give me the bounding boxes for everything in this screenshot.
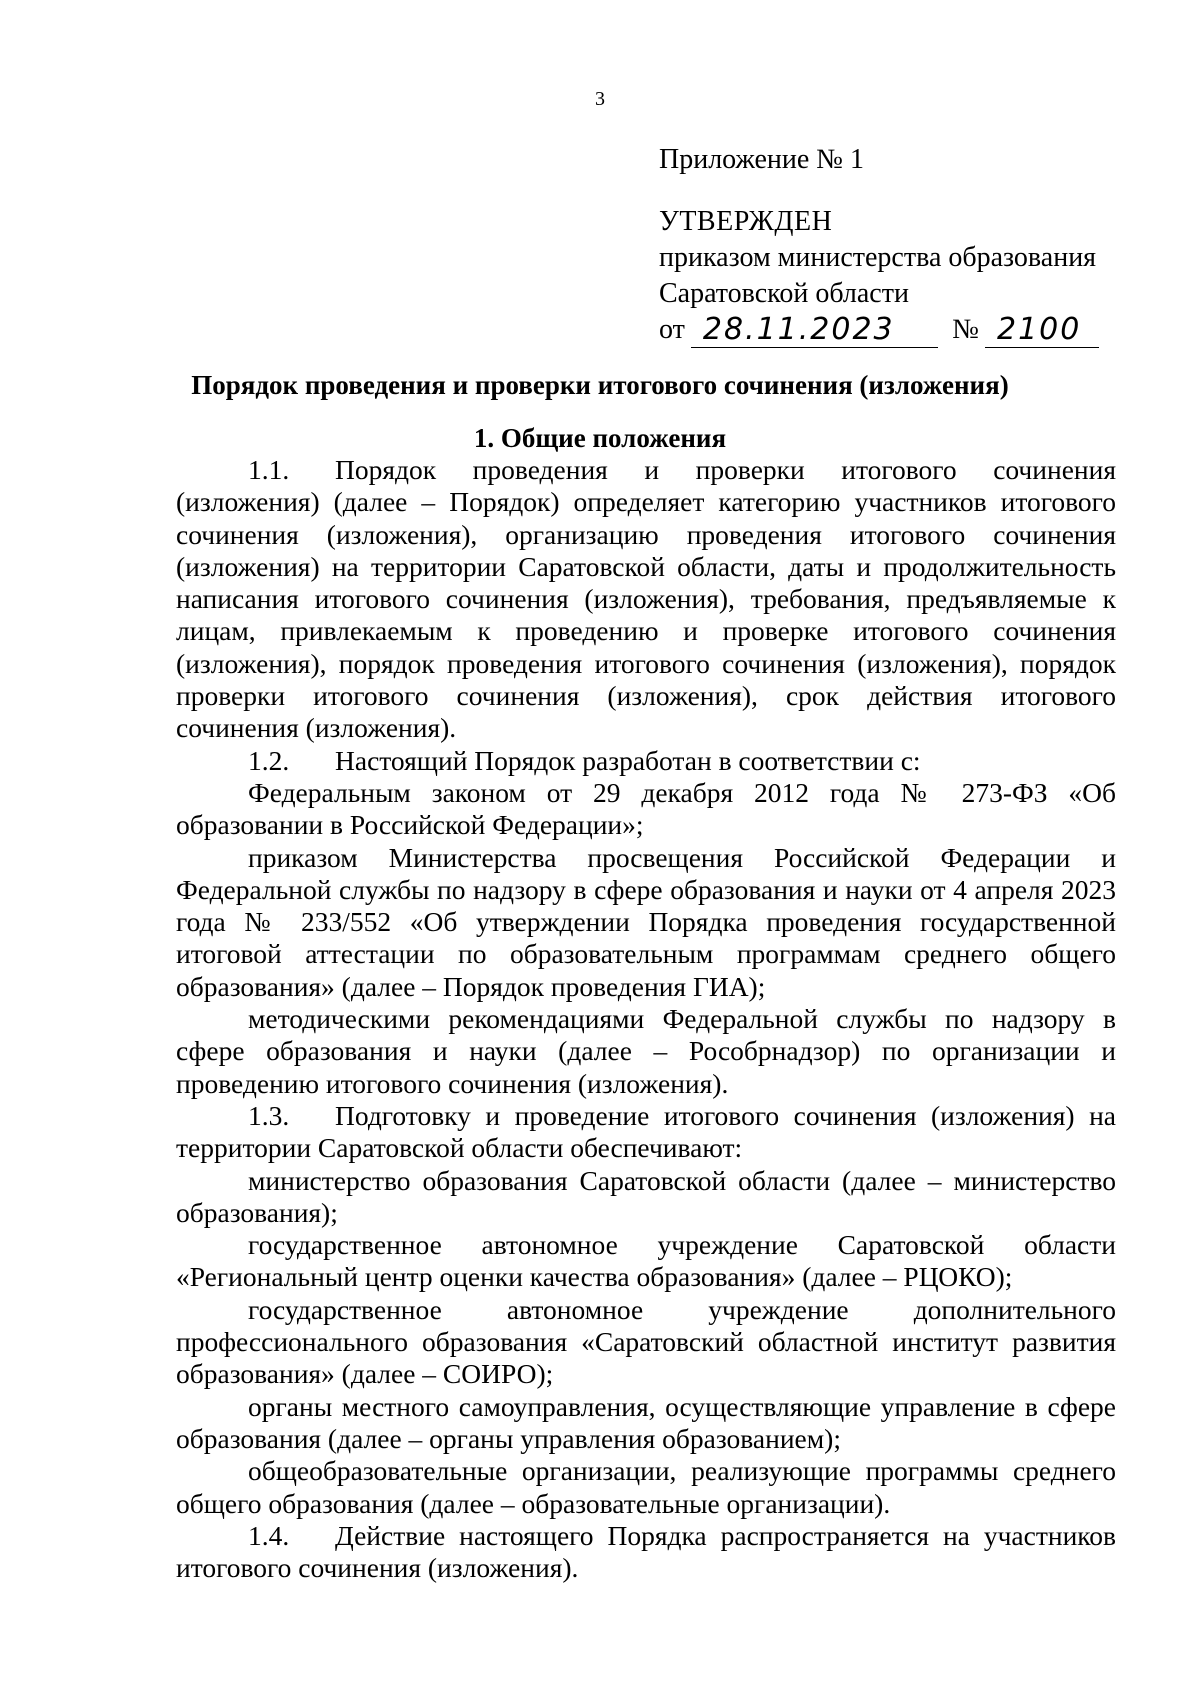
section-title: 1. Общие положения [473,423,727,453]
document-body [176,454,1116,1584]
body-paragraph [176,1455,1116,1520]
body-paragraph [176,1165,1116,1230]
paragraph-text: Настоящий Порядок разработан в соответствии с: [335,744,921,776]
body-paragraph [176,1391,1116,1456]
body-paragraph [176,1003,1116,1100]
handwritten-number: 2100 [985,313,1099,348]
paragraph-text: Подготовку и проведение итогового сочинения (изложения) на территории Саратовской области обеспечивают: [176,1099,1116,1164]
paragraph-text: Порядок проведения и проверки итогового сочинения (изложения) (далее – Порядок) определяет категорию участников итогового сочинения (изложения), организацию проведения итогового сочинения (изложения) на территории Саратовской области, даты и продолжительность написания итогового сочинения (изложения), требования, предъявляемые к лицам, привлекаемым к проведению и проверке итогового сочинения (изложения), порядок проведения итогового сочинения (изложения), порядок проверки итогового сочинения (изложения), срок действия итогового сочинения (изложения). [176,454,1116,744]
handwritten-date: 28.11.2023 [691,313,938,348]
paragraph-text: государственное автономное учреждение дополнительного профессионального образования «Саратовский областной институт развития образования» (далее – СОИРО); [176,1293,1116,1390]
paragraph-text: Федеральным законом от 29 декабря 2012 года № 273-ФЗ «Об образовании в Российской Федерации»; [176,776,1116,841]
approved-label: УТВЕРЖДЕН [659,206,833,237]
body-paragraph [176,1294,1116,1391]
paragraph-number: 1.1. [248,454,290,485]
approval-order-line: приказом министерства образования [659,242,1097,273]
number-prefix: № [952,314,979,345]
paragraph-number: 1.4. [248,1519,290,1551]
paragraph-text: органы местного самоуправления, осуществляющие управление в сфере образования (далее – органы управления образованием); [176,1390,1116,1454]
approval-block [659,142,1099,348]
paragraph-number: 1.2. [248,744,290,776]
body-paragraph [176,777,1116,842]
document-title: Порядок проведения и проверки итогового сочинения (изложения) [191,370,1009,400]
paragraph-text: общеобразовательные организации, реализующие программы среднего общего образования (далее – образовательные организации). [176,1455,1116,1519]
body-paragraph [176,454,1116,745]
body-paragraph [176,745,1116,777]
paragraph-text: Действие настоящего Порядка распространяется на участников итогового сочинения (изложения). [176,1519,1116,1584]
approval-date-line [659,312,1099,348]
body-paragraph [176,1520,1116,1585]
page-number: 3 [595,88,605,110]
paragraph-text: министерство образования Саратовской области (далее – министерство образования); [176,1164,1116,1228]
paragraph-text: приказом Министерства просвещения Российской Федерации и Федеральной службы по надзору в сфере образования и науки от 4 апреля 2023 года № 233/552 «Об утверждении Порядка проведения государственной итоговой аттестации по образовательным программам среднего общего образования» (далее – Порядок проведения ГИА); [176,841,1116,1002]
body-paragraph [176,1229,1116,1294]
appendix-label: Приложение № 1 [659,144,864,175]
body-paragraph [176,1100,1116,1165]
body-paragraph [176,842,1116,1003]
paragraph-text: государственное автономное учреждение Саратовской области «Региональный центр оценки качества образования» (далее – РЦОКО); [176,1229,1116,1293]
paragraph-text: методическими рекомендациями Федеральной службы по надзору в сфере образования и науки (далее – Рособрнадзор) по организации и проведению итогового сочинения (изложения). [176,1003,1116,1099]
paragraph-number: 1.3. [248,1099,290,1131]
approval-region-line: Саратовской области [659,278,909,309]
date-prefix: от [659,314,685,345]
